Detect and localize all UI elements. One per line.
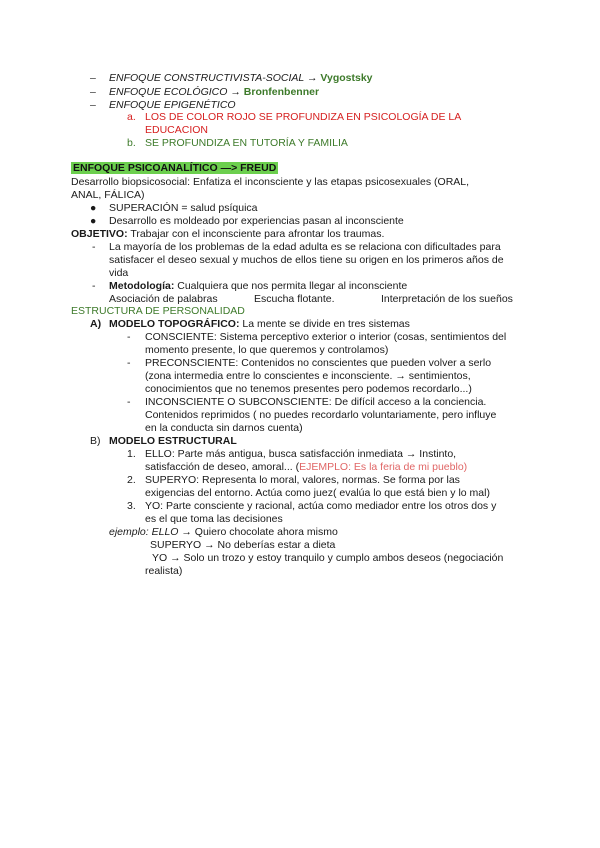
sublist-item: SE PROFUNDIZA EN TUTORÍA Y FAMILIA [145, 137, 348, 149]
example-line: YO → Solo un trozo y estoy tranquilo y cumplo ambos deseos (negociación [152, 552, 504, 564]
bullet-item: SUPERACIÓN = salud psíquica [109, 202, 258, 214]
list-item: (zona intermedia entre lo conscientes e inconsciente. → sentimientos, [145, 370, 471, 382]
numbered-item: YO: Parte consciente y racional, actúa como mediador entre los otros dos y [145, 500, 497, 512]
model-title: MODELO TOPOGRÁFICO: La mente se divide en tres sistemas [109, 318, 410, 330]
list-item: – [90, 72, 96, 84]
numbered-item: exigencias del entorno. Actúa como juez( evalúa lo que está bien y lo mal) [145, 487, 490, 499]
list-item: Contenidos reprimidos ( no puedes recordarlo voluntariamente, pero influye [145, 409, 497, 421]
list-item: INCONSCIENTE O SUBCONSCIENTE: De difícil acceso a la conciencia. [145, 396, 487, 408]
list-item: – [90, 99, 96, 111]
example-line: SUPERYO → No deberías estar a dieta [150, 539, 336, 551]
list-item: en la conducta sin darnos cuenta) [145, 422, 303, 434]
dash-icon: - [92, 241, 96, 253]
model-marker: B) [90, 435, 101, 447]
section-title: ESTRUCTURA DE PERSONALIDAD [71, 305, 245, 317]
objetivo-line: OBJETIVO: Trabajar con el inconsciente para afrontar los traumas. [71, 228, 385, 240]
dash-icon: - [127, 396, 131, 408]
method-item: Asociación de palabras [109, 293, 218, 305]
sublist-item: LOS DE COLOR ROJO SE PROFUNDIZA EN PSICOLOGÍA DE LA [145, 111, 462, 123]
list-item: vida [109, 267, 129, 279]
numbered-marker: 2. [127, 474, 136, 486]
numbered-marker: 3. [127, 500, 136, 512]
list-item-text: ENFOQUE ECOLÓGICO → Bronfenbenner [109, 86, 320, 98]
method-item: Interpretación de los sueños [381, 293, 513, 305]
example-line: ejemplo: ELLO → Quiero chocolate ahora mismo [109, 526, 338, 538]
list-item: – [90, 86, 96, 98]
list-item-text: ENFOQUE CONSTRUCTIVISTA-SOCIAL → Vygostsky [109, 72, 373, 84]
numbered-item: satisfacción de deseo, amoral... (EJEMPLO: Es la feria de mi pueblo) [145, 461, 468, 473]
bullet-icon: ● [90, 215, 97, 227]
list-item-text: ENFOQUE EPIGENÉTICO [109, 99, 236, 111]
dash-icon: - [127, 357, 131, 369]
sublist-item: EDUCACION [145, 124, 209, 136]
numbered-item: ELLO: Parte más antigua, busca satisfacción inmediata → Instinto, [145, 448, 457, 460]
list-item: satisfacer el deseo sexual y muchos de ellos tiene su origen en los primeros años de [109, 254, 504, 266]
paragraph: ANAL, FÁLICA) [71, 189, 145, 201]
bullet-icon: ● [90, 202, 97, 214]
method-item: Escucha flotante. [254, 293, 335, 305]
section-heading: ENFOQUE PSICOANALÍTICO —> FREUD [73, 162, 277, 174]
metodologia-line: Metodología: Cualquiera que nos permita llegar al inconsciente [109, 280, 408, 292]
dash-icon: - [92, 280, 96, 292]
model-marker: A) [90, 318, 102, 330]
list-item: CONSCIENTE: Sistema perceptivo exterior o interior (cosas, sentimientos del [145, 331, 507, 343]
paragraph: Desarrollo biopsicosocial: Enfatiza el inconsciente y las etapas psicosexuales (ORAL, [71, 176, 470, 188]
numbered-item: es el que toma las decisiones [145, 513, 283, 525]
dash-icon: - [127, 331, 131, 343]
list-item: PRECONSCIENTE: Contenidos no conscientes que pueden volver a serlo [145, 357, 492, 369]
numbered-marker: 1. [127, 448, 136, 460]
example-line: realista) [145, 565, 183, 577]
list-item: conocimientos que no tenemos presentes pero podemos recordarlo...) [145, 383, 472, 395]
list-item: momento presente, lo que queremos y controlamos) [145, 344, 389, 356]
numbered-item: SUPERYO: Representa lo moral, valores, normas. Se forma por las [145, 474, 460, 486]
sublist-marker: a. [127, 111, 136, 123]
model-title: MODELO ESTRUCTURAL [109, 435, 237, 447]
sublist-marker: b. [127, 137, 136, 149]
list-item: La mayoría de los problemas de la edad adulta es se relaciona con dificultades para [109, 241, 501, 253]
bullet-item: Desarrollo es moldeado por experiencias pasan al inconsciente [109, 215, 404, 227]
